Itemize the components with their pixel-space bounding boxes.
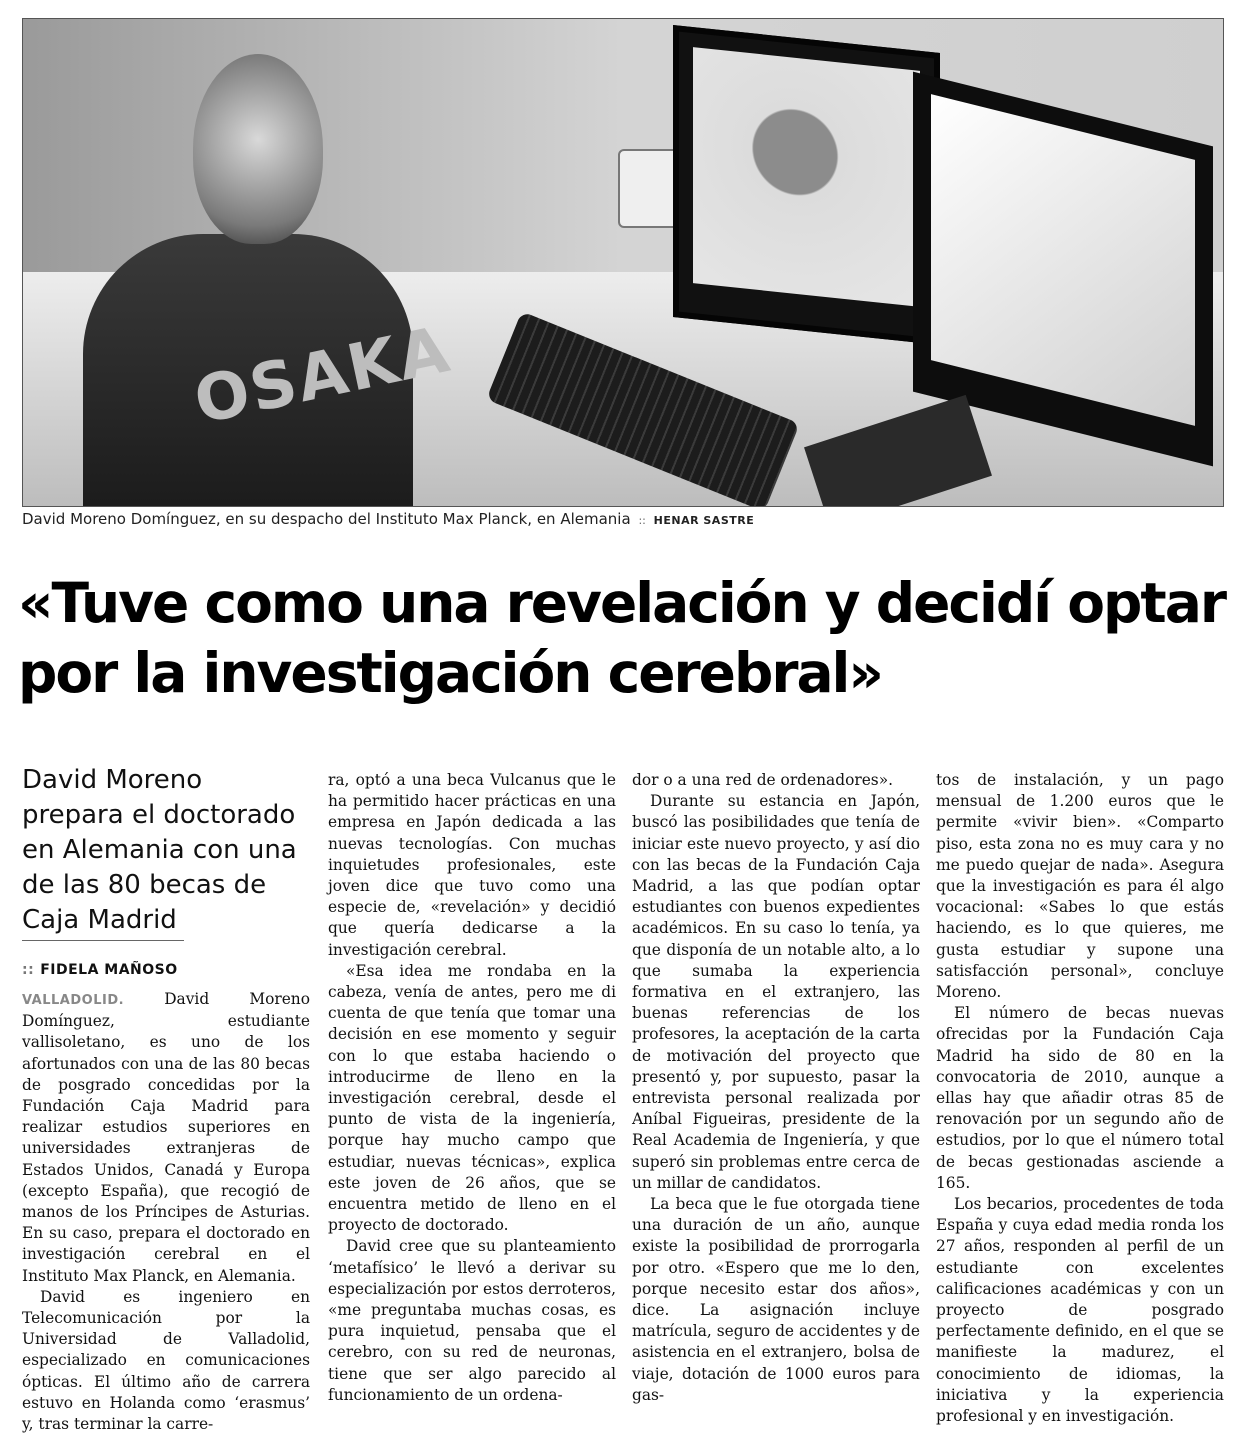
body-column-1 — [22, 989, 310, 1435]
paragraph: tos de instalación, y un pago mensual de 1.200 euros que le permite «vivir bien». «Comparto piso, esta zona no es muy cara y no me puedo quejar de nada». Asegura que la investigación es para él algo vocacional: «Sabes lo que estás haciendo, es lo que quieres, me gusta estudiar y supone una satisfacción personal», concluye Moreno. — [936, 771, 1224, 1002]
paragraph-text: David Moreno Domínguez, estudiante vallisoletano, es uno de los afortunados con una de las 80 becas de posgrado concedidas por la Fundación Caja Madrid para realizar estudios superiores en universidades extranjeras de Estados Unidos, Canadá y Europa (excepto España), que recogió de manos de los Príncipes de Asturias. En su caso, prepara el doctorado en investigación cerebral en el Instituto Max Planck, en Alemania. — [22, 990, 310, 1285]
subhead-rule — [22, 940, 184, 941]
body-column-2 — [328, 770, 616, 1406]
subheadline: David Moreno prepara el doctorado en Alemania con una de las 80 becas de Caja Madrid — [22, 765, 297, 935]
paragraph: David es ingeniero en Telecomunicación por la Universidad de Valladolid, especializado en comunicaciones ópticas. El último año de carrera estuvo en Holanda como ‘erasmus’ y, tras terminar la carre- — [22, 1287, 310, 1434]
byline — [22, 962, 178, 978]
brain-scan-screen — [693, 47, 920, 307]
shirt-lettering: OSAKA — [188, 312, 458, 440]
caption-text: David Moreno Domínguez, en su despacho del Instituto Max Planck, en Alemania — [22, 510, 631, 528]
caption-separator: :: — [638, 514, 646, 527]
dateline-place: VALLADOLID. — [22, 993, 125, 1008]
photo-credit: HENAR SASTRE — [653, 514, 755, 527]
paragraph: «Esa idea me rondaba en la cabeza, venía de antes, pero me di cuenta de que tenía que tomar una decisión en ese momento y seguir con lo que estaba haciendo o introducirme de lleno en la investigación cerebral, desde el punto de vista de la ingeniería, porque hay mucho campo que estudiar, nuevas técnicas», explica este joven de 26 años, que se encuentra metido de lleno en el proyecto de doctorado. — [328, 961, 616, 1235]
monitor-left — [673, 25, 940, 345]
photo-caption — [22, 510, 1222, 528]
paragraph: David cree que su planteamiento ‘metafísico’ le llevó a derivar su especialización por estos derroteros, «me preguntaba muchas cosas, es pura inquietud, pensaba que el cerebro, con su red de neuronas, tiene que ser algo parecido al funcionamiento de un ordena- — [328, 1237, 616, 1404]
document-screen — [931, 94, 1195, 426]
person-head — [193, 54, 323, 244]
article-photo — [22, 18, 1224, 507]
paragraph: ra, optó a una beca Vulcanus que le ha permitido hacer prácticas en una empresa en Japón dedicada a las nuevas tecnologías. Con muchas inquietudes profesionales, este joven dice que tuvo como una especie de, «revelación» y decidió que quería dedicarse a la investigación cerebral. — [328, 771, 616, 959]
headline: «Tuve como una revelación y decidí optar por la investigación cerebral» — [18, 571, 1225, 705]
body-column-3 — [632, 770, 920, 1406]
paragraph — [22, 989, 310, 1287]
paragraph: Los becarios, procedentes de toda España y cuya edad media ronda los 27 años, responden al perfil de un estudiante con excelentes calificaciones académicas y con un proyecto de posgrado perfectamente definido, en el que se manifieste la madurez, el conocimiento de idiomas, la iniciativa y la experiencia profesional y en investigación. — [936, 1195, 1224, 1426]
byline-dots: :: — [22, 962, 35, 978]
paragraph: dor o a una red de ordenadores». — [632, 771, 894, 789]
body-column-4 — [936, 770, 1224, 1427]
paragraph: El número de becas nuevas ofrecidas por la Fundación Caja Madrid ha sido de 80 en la convocatoria de 2010, aunque a ellas hay que añadir otras 85 de renovación por un segundo año de estudios, por lo que el número total de becas gestionadas asciende a 165. — [936, 1004, 1224, 1192]
paragraph: Durante su estancia en Japón, buscó las posibilidades que tenía de iniciar este nuevo proyecto, y así dio con las becas de la Fundación Caja Madrid, a las que podían optar estudiantes con buenos expedientes académicos. En su caso lo tenía, ya que disponía de un notable alto, a lo que sumaba la experiencia formativa en el extranjero, las buenas referencias de los profesores, la aceptación de la carta de motivación del proyecto que presentó y, por supuesto, pasar la entrevista personal realizada por Aníbal Figueiras, presidente de la Real Academia de Ingeniería, y que superó sin problemas entre cerca de un millar de candidatos. — [632, 792, 920, 1192]
paragraph: La beca que le fue otorgada tiene una duración de un año, aunque existe la posibilidad de prorrogarla por otro. «Espero que me lo den, porque necesito estar dos años», dice. La asignación incluye matrícula, seguro de accidentes y de asistencia en el extranjero, bolsa de viaje, dotación de 1000 euros para gas- — [632, 1195, 920, 1404]
byline-author: FIDELA MAÑOSO — [40, 962, 178, 978]
